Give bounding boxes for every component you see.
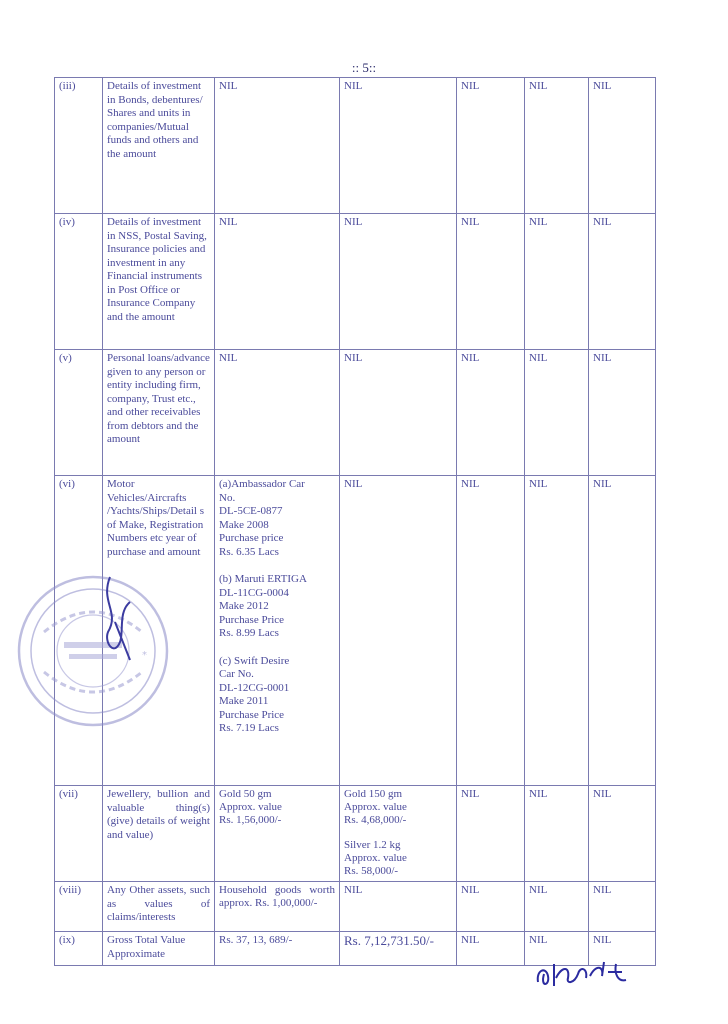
vehicle-ertiga: (b) Maruti ERTIGA DL-11CG-0004 Make 2012 Purchase Price Rs. 8.99 Lacs: [219, 573, 307, 639]
row-description: Motor Vehicles/Aircrafts /Yachts/Ships/Detail s of Make, Registration Numbers etc year of purchase and amount: [103, 476, 215, 786]
dependent1-value: NIL: [457, 786, 525, 882]
dependent3-value: NIL: [589, 932, 656, 966]
row-serial: (viii): [55, 882, 103, 932]
dependent2-value: NIL: [525, 350, 589, 476]
dependent1-value: NIL: [457, 932, 525, 966]
row-description: Personal loans/advance given to any person or entity including firm, company, Trust etc., and other receivables from debtors and the amount: [103, 350, 215, 476]
svg-text:*: *: [142, 650, 147, 661]
self-value: NIL: [215, 78, 340, 214]
row-serial: (ix): [55, 932, 103, 966]
self-value: Rs. 37, 13, 689/-: [215, 932, 340, 966]
spouse-value: NIL: [340, 78, 457, 214]
spouse-value: Rs. 7,12,731.50/-: [340, 932, 457, 966]
spouse-value: NIL: [340, 214, 457, 350]
row-serial: (iv): [55, 214, 103, 350]
dependent3-value: NIL: [589, 350, 656, 476]
table-row: [55, 214, 656, 350]
dependent1-value: NIL: [457, 214, 525, 350]
signature-icon: [530, 952, 630, 992]
row-serial: (vi): [55, 476, 103, 786]
self-value: [215, 476, 340, 786]
signature-icon: [90, 572, 140, 662]
vehicle-swift: (c) Swift Desire Car No. DL-12CG-0001 Make 2011 Purchase Price Rs. 7.19 Lacs: [219, 654, 290, 734]
dependent2-value: NIL: [525, 78, 589, 214]
dependent1-value: NIL: [457, 78, 525, 214]
row-description: Details of investment in NSS, Postal Saving, Insurance policies and investment in any Financial instruments in Post Office or Insurance Company and the amount: [103, 214, 215, 350]
self-value: Gold 50 gm Approx. value Rs. 1,56,000/-: [215, 786, 340, 882]
row-description: Gross Total Value Approximate: [103, 932, 215, 966]
row-serial: (vii): [55, 786, 103, 882]
spouse-value: Gold 150 gm Approx. value Rs. 4,68,000/- Silver 1.2 kg Approx. value Rs. 58,000/-: [340, 786, 457, 882]
dependent2-value: NIL: [525, 932, 589, 966]
table-row: [55, 78, 656, 214]
dependent1-value: NIL: [457, 476, 525, 786]
dependent3-value: NIL: [589, 214, 656, 350]
table-row: [55, 882, 656, 932]
dependent2-value: NIL: [525, 882, 589, 932]
dependent2-value: NIL: [525, 786, 589, 882]
assets-table: [54, 77, 656, 966]
dependent3-value: NIL: [589, 882, 656, 932]
table-row: [55, 350, 656, 476]
dependent3-value: NIL: [589, 78, 656, 214]
self-value: NIL: [215, 350, 340, 476]
row-description: Details of investment in Bonds, debentures/ Shares and units in companies/Mutual funds and others and the amount: [103, 78, 215, 214]
table-row: [55, 786, 656, 882]
self-value: NIL: [215, 214, 340, 350]
dependent3-value: NIL: [589, 786, 656, 882]
row-description: Any Other assets, such as values of claims/interests: [103, 882, 215, 932]
row-serial: (v): [55, 350, 103, 476]
dependent3-value: NIL: [589, 476, 656, 786]
dependent1-value: NIL: [457, 882, 525, 932]
vehicle-ambassador: (a)Ambassador Car No. DL-5CE-0877 Make 2008 Purchase price Rs. 6.35 Lacs: [219, 478, 305, 558]
spouse-value: NIL: [340, 476, 457, 786]
dependent1-value: NIL: [457, 350, 525, 476]
spouse-value: NIL: [340, 882, 457, 932]
self-value: Household goods worth approx. Rs. 1,00,000/-: [215, 882, 340, 932]
dependent2-value: NIL: [525, 476, 589, 786]
row-description: Jewellery, bullion and valuable thing(s) (give) details of weight and value): [103, 786, 215, 882]
dependent2-value: NIL: [525, 214, 589, 350]
row-serial: (iii): [55, 78, 103, 214]
page-number: :: 5::: [351, 60, 377, 75]
spouse-value: NIL: [340, 350, 457, 476]
